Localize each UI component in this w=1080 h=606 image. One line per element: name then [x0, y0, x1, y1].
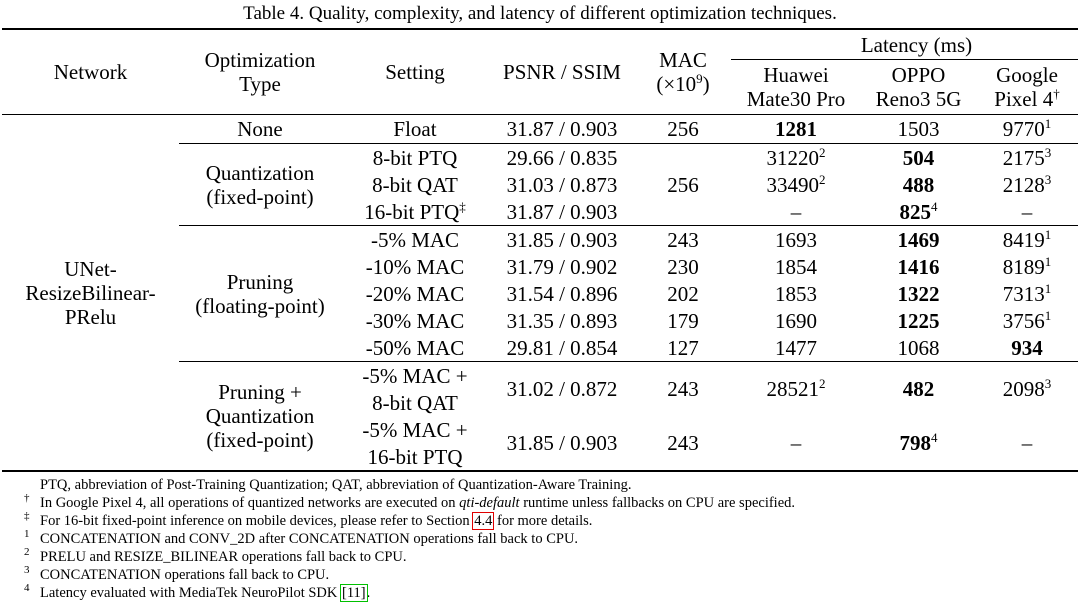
cell-google-sup: 1	[1044, 116, 1052, 131]
cell-google-value: 9770	[1002, 117, 1045, 141]
table-row	[2, 115, 1078, 144]
note-text: CONCATENATION operations fall back to CPU.	[40, 567, 330, 583]
cell-oppo	[861, 307, 976, 334]
cell-google	[976, 280, 1078, 307]
note-text-post: runtime unless fallbacks on CPU are specified.	[519, 495, 796, 511]
cell-psnr: 31.87 / 0.903	[506, 199, 618, 224]
cell-oppo	[861, 198, 976, 226]
network-line2: ResizeBilinear-	[25, 280, 156, 305]
header-google-mark: †	[1053, 86, 1060, 101]
note-text: PRELU and RESIZE_BILINEAR operations fall back to CPU.	[40, 549, 407, 565]
network-name	[2, 115, 179, 472]
group-pruning-line1: Pruning	[226, 269, 294, 294]
section-link[interactable]: 4.4	[474, 513, 493, 529]
table-caption: Table 4. Quality, complexity, and latency of different optimization techniques.	[243, 3, 837, 24]
cell-google-value: 2098	[1002, 377, 1045, 401]
cell-google	[976, 253, 1078, 280]
note-text	[40, 512, 592, 530]
cell-mac: 243	[635, 362, 731, 417]
cell-huawei-value: 28521	[766, 377, 819, 401]
cell-oppo	[861, 226, 976, 254]
cell-setting-line2: 8-bit QAT	[372, 390, 458, 415]
note-text-pre: In Google Pixel 4, all operations of quantized networks are executed on	[40, 495, 460, 511]
cell-google: –	[1021, 199, 1033, 224]
cell-huawei: 1690	[775, 308, 817, 333]
cell-oppo-value: 1416	[897, 254, 940, 279]
header-mac-pre: (×10	[656, 72, 697, 96]
cell-oppo: 1068	[897, 335, 940, 360]
cell-mac: 243	[635, 226, 731, 254]
cell-oppo-value: 825	[899, 199, 931, 224]
cell-huawei: 1853	[775, 281, 817, 306]
cell-huawei-value: 1281	[775, 117, 817, 141]
cell-psnr: 29.81 / 0.854	[506, 335, 618, 360]
header-mac-exp: 9	[696, 71, 703, 86]
network-line3: PRelu	[64, 304, 117, 329]
cell-psnr: 31.02 / 0.872	[489, 362, 635, 417]
group-none: None	[237, 117, 283, 141]
cell-oppo-value: 798	[899, 431, 931, 455]
results-table	[2, 28, 1078, 472]
header-huawei-line1: Huawei	[763, 63, 829, 87]
cell-psnr: 31.03 / 0.873	[506, 172, 618, 197]
cell-oppo-sup: 4	[931, 430, 938, 445]
note-4	[24, 584, 1064, 602]
cell-google	[976, 362, 1078, 417]
header-latency: Latency (ms)	[731, 29, 1078, 60]
cell-google-sup: 3	[1044, 144, 1052, 160]
cell-huawei-value: 31220	[766, 145, 819, 170]
cell-setting: 8-bit QAT	[372, 172, 458, 197]
citation-link[interactable]: [11]	[342, 585, 366, 601]
cell-setting-value: 16-bit PTQ	[364, 199, 460, 224]
note-text-post: for more details.	[493, 513, 593, 529]
group-quantization	[179, 144, 341, 226]
header-oppo-line1: OPPO	[891, 63, 946, 87]
group-pruning-line2: (floating-point)	[195, 293, 325, 318]
group-quantization-line1: Quantization	[205, 160, 315, 185]
cell-setting-sup: ‡	[459, 198, 466, 214]
cell-setting-line1: -5% MAC +	[341, 362, 489, 390]
note-mark: 3	[24, 564, 30, 576]
cell-google	[976, 307, 1078, 334]
cell-huawei: –	[790, 199, 802, 224]
cell-mac: 179	[667, 308, 699, 333]
cell-psnr: 31.79 / 0.902	[506, 254, 618, 279]
cell-setting: Float	[393, 117, 437, 141]
header-psnr-ssim: PSNR / SSIM	[489, 29, 635, 115]
cell-mac: 243	[635, 416, 731, 471]
cell-setting: -20% MAC	[365, 281, 465, 306]
group-pruning	[179, 226, 341, 362]
cell-oppo	[861, 416, 976, 471]
cell-oppo-value: 1225	[897, 308, 940, 333]
cell-google-value: 8189	[1002, 254, 1045, 279]
header-google-line2	[976, 87, 1078, 111]
cell-google-sup: 3	[1044, 376, 1052, 391]
cell-oppo	[861, 171, 976, 198]
note-abbreviations	[24, 476, 1064, 494]
cell-huawei: 1477	[775, 335, 817, 360]
header-google	[976, 60, 1078, 115]
cell-oppo-sup: 4	[931, 198, 938, 214]
cell-huawei	[731, 115, 861, 144]
header-mac-line1: MAC	[659, 48, 707, 72]
cell-setting-line1: -5% MAC +	[362, 417, 468, 442]
cell-huawei: 1854	[775, 254, 817, 279]
cell-mac: 230	[667, 254, 699, 279]
cell-oppo	[861, 253, 976, 280]
group-pq-line3: (fixed-point)	[206, 428, 314, 452]
header-huawei-line2: Mate30 Pro	[746, 87, 846, 111]
header-mac-post: )	[702, 72, 710, 96]
cell-google-sup: 1	[1044, 307, 1052, 323]
cell-mac: 202	[667, 281, 699, 306]
cell-oppo-value: 504	[902, 145, 935, 170]
header-oppo	[861, 60, 976, 115]
header-oppo-line2: Reno3 5G	[875, 87, 962, 111]
cell-setting: -5% MAC	[341, 226, 489, 254]
group-pq-line1: Pruning +	[218, 380, 302, 404]
header-google-device: Pixel 4	[994, 87, 1054, 111]
cell-google	[976, 144, 1078, 172]
note-mark: †	[24, 492, 30, 504]
cell-google-sup: 1	[1044, 280, 1052, 296]
cell-google-value: 934	[1011, 335, 1043, 360]
note-text	[40, 584, 370, 602]
header-huawei	[731, 60, 861, 115]
cell-oppo	[861, 280, 976, 307]
cell-google-sup: 1	[1044, 226, 1052, 242]
cell-huawei	[731, 362, 861, 417]
cell-setting: 8-bit PTQ	[341, 144, 489, 172]
cell-huawei	[731, 171, 861, 198]
cell-oppo: 1503	[897, 117, 940, 141]
cell-oppo	[861, 362, 976, 417]
cell-huawei: 1693	[731, 226, 861, 254]
cell-google-sup: 3	[1044, 171, 1052, 187]
cell-oppo-value: 1322	[897, 281, 940, 306]
cell-huawei-sup: 2	[819, 376, 826, 391]
group-quantization-line2: (fixed-point)	[206, 184, 314, 209]
cell-oppo	[861, 144, 976, 172]
cell-huawei: –	[731, 416, 861, 471]
note-2	[24, 548, 1064, 566]
cell-mac: 127	[667, 335, 699, 360]
header-optimization-type	[179, 29, 341, 115]
cell-psnr: 29.66 / 0.835	[489, 144, 635, 172]
cell-google-value: 8419	[1002, 227, 1045, 252]
cell-psnr: 31.54 / 0.896	[506, 281, 618, 306]
note-mark: 2	[24, 546, 30, 558]
cell-mac: 256	[635, 144, 731, 226]
cell-huawei	[731, 144, 861, 172]
group-pruning-quantization	[179, 362, 341, 472]
note-text-post: .	[366, 585, 371, 601]
note-mark: 4	[24, 582, 30, 594]
cell-google: –	[976, 416, 1078, 471]
header-google-line1: Google	[996, 63, 1058, 87]
cell-google-sup: 1	[1044, 253, 1052, 269]
cell-oppo-value: 488	[902, 172, 935, 197]
cell-huawei-value: 33490	[766, 172, 819, 197]
note-1	[24, 530, 1064, 548]
cell-psnr: 31.87 / 0.903	[506, 117, 618, 141]
cell-oppo-value: 482	[902, 377, 935, 401]
note-mark: ‡	[24, 510, 30, 522]
header-setting: Setting	[341, 29, 489, 115]
header-mac-line2	[635, 72, 731, 96]
header-optimization-line1: Optimization	[204, 48, 316, 72]
cell-mac: 256	[667, 117, 699, 141]
note-double-dagger	[24, 512, 1064, 530]
note-text-em: qti-default	[459, 495, 520, 511]
note-text	[40, 494, 795, 512]
note-dagger	[24, 494, 1064, 512]
header-network: Network	[2, 29, 179, 115]
cell-oppo-value: 1469	[897, 227, 940, 252]
cell-setting	[341, 198, 489, 226]
cell-google	[976, 171, 1078, 198]
cell-google	[976, 334, 1078, 362]
cell-google	[976, 115, 1078, 144]
note-text-pre: For 16-bit fixed-point inference on mobile devices, please refer to Section	[40, 513, 474, 529]
cell-setting: -10% MAC	[365, 254, 465, 279]
cell-psnr: 31.85 / 0.903	[489, 416, 635, 471]
note-mark: 1	[24, 528, 30, 540]
note-text: PTQ, abbreviation of Post-Training Quantization; QAT, abbreviation of Quantization-Aware Training.	[40, 477, 632, 493]
cell-google-value: 7313	[1002, 281, 1045, 306]
group-pq-line2: Quantization	[205, 404, 315, 428]
note-3	[24, 566, 1064, 584]
cell-psnr: 31.85 / 0.903	[489, 226, 635, 254]
cell-huawei-sup: 2	[819, 171, 826, 187]
cell-setting: -50% MAC	[365, 335, 465, 360]
cell-google-value: 3756	[1002, 308, 1045, 333]
cell-google	[976, 226, 1078, 254]
cell-google-value: 2128	[1002, 172, 1045, 197]
network-line1: UNet-	[64, 256, 117, 281]
cell-setting: -30% MAC	[365, 308, 465, 333]
note-text-pre: Latency evaluated with MediaTek NeuroPilot SDK	[40, 585, 341, 601]
header-mac	[635, 29, 731, 115]
table-notes	[24, 476, 1064, 602]
header-optimization-line2: Type	[239, 72, 281, 96]
cell-huawei-sup: 2	[819, 144, 826, 160]
cell-google-value: 2175	[1002, 145, 1045, 170]
note-text: CONCATENATION and CONV_2D after CONCATENATION operations fall back to CPU.	[40, 531, 579, 547]
cell-psnr: 31.35 / 0.893	[506, 308, 618, 333]
cell-setting-line2: 16-bit PTQ	[341, 443, 489, 471]
